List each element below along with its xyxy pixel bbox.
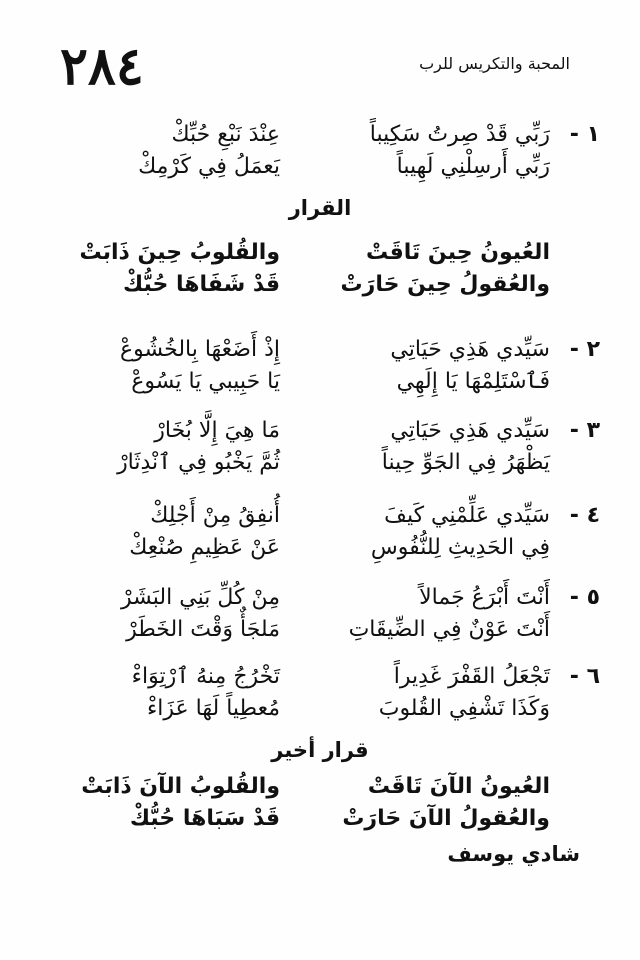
verse-number: ٦ -	[569, 664, 600, 689]
page-number: ٢٨٤	[60, 36, 144, 97]
verse-number: ١ -	[569, 122, 600, 147]
verse-1	[40, 122, 600, 186]
hemistich-second: إِذْ أَضَعْهَا بِالخُشُوعْ	[120, 337, 280, 362]
verse-line	[40, 154, 590, 186]
hemistich-first: تَجْعَلُ القَفْرَ غَدِيراً	[393, 664, 550, 689]
hemistich-second: يَا حَبِيبي يَا يَسُوعْ	[131, 369, 280, 394]
hemistich-second: قَدْ سَبَاهَا حُبُّكْ	[129, 806, 280, 831]
hemistich-second: والقُلوبُ الآنَ ذَابَتْ	[81, 774, 280, 799]
hemistich-first: والعُقولُ حِينَ حَارَتْ	[340, 272, 550, 297]
chorus-line	[40, 272, 590, 304]
hemistich-second: مَا هِيَ إِلَّا بُخَارْ	[154, 418, 280, 443]
verse-line	[40, 617, 590, 649]
hemistich-second: عِنْدَ نَبْعِ حُبِّكْ	[171, 122, 280, 147]
hemistich-first: سَيِّدي عَلِّمْنِي كَيفَ	[384, 503, 550, 528]
hemistich-first: العُيونُ حِينَ تَاقَتْ	[366, 240, 550, 265]
verse-2	[40, 337, 600, 401]
hemistich-first: فِي الحَدِيثِ لِلنُّفُوسِ	[370, 535, 550, 560]
verse-line	[40, 585, 600, 617]
hemistich-second: يَعمَلُ فِي كَرْمِكْ	[138, 154, 280, 179]
running-title: المحبة والتكريس للرب	[419, 54, 570, 73]
verse-line	[40, 503, 600, 535]
verse-number: ٥ -	[569, 585, 600, 610]
verse-number: ٤ -	[569, 503, 600, 528]
hemistich-second: ثُمَّ يَخْبُو فِي ٱنْدِثَارْ	[117, 450, 280, 475]
verse-5	[40, 585, 600, 649]
verse-line	[40, 369, 590, 401]
page-header	[60, 36, 570, 100]
chorus-line	[40, 774, 590, 806]
verse-4	[40, 503, 600, 567]
chorus-line	[40, 806, 590, 838]
verse-3	[40, 418, 600, 482]
hemistich-first: يَظْهَرُ فِي الجَوِّ حِيناً	[381, 450, 550, 475]
hemistich-second: عَنْ عَظِيمِ صُنْعِكْ	[129, 535, 280, 560]
hemistich-second: مِنْ كُلِّ بَنِي البَشَرْ	[121, 585, 280, 610]
verse-line	[40, 664, 600, 696]
hemistich-first: وَكَذَا تَشْفِي القُلوبَ	[378, 696, 550, 721]
hemistich-first: سَيِّدي هَذِي حَيَاتِي	[390, 337, 550, 362]
verse-6	[40, 664, 600, 728]
final-chorus-heading: قرار أخير	[271, 738, 369, 762]
chorus-line	[40, 240, 590, 272]
verse-line	[40, 696, 590, 728]
verse-number: ٢ -	[569, 337, 600, 362]
verse-number: ٣ -	[569, 418, 600, 443]
hemistich-first: العُيونُ الآنَ تَاقَتْ	[367, 774, 550, 799]
hemistich-first: سَيِّدي هَذِي حَيَاتِي	[390, 418, 550, 443]
hemistich-first: رَبِّي أَرسِلْنِي لَهِيباً	[396, 154, 550, 179]
hemistich-first: أَنْتَ أَبْرَعُ جَمالاً	[419, 585, 550, 610]
hemistich-second: والقُلوبُ حِينَ ذَابَتْ	[79, 240, 280, 265]
hemistich-second: مَلجَأٌ وَقْتَ الخَطَرْ	[126, 617, 280, 642]
hemistich-second: قَدْ شَفَاهَا حُبُّكْ	[123, 272, 280, 297]
hemistich-second: أُنفِقُ مِنْ أَجْلِكْ	[150, 503, 280, 528]
hemistich-first: فَٱسْتَلِمْهَا يَا إِلَهِي	[396, 369, 550, 394]
hemistich-first: رَبِّي قَدْ صِرتُ سَكِيباً	[369, 122, 550, 147]
verse-line	[40, 418, 600, 450]
final-chorus	[40, 774, 590, 838]
verse-line	[40, 337, 600, 369]
hemistich-second: مُعطِياً لَهَا عَزَاءْ	[146, 696, 280, 721]
hemistich-first: أَنْتَ عَوْنٌ فِي الضِّيقَاتِ	[348, 617, 550, 642]
verse-line	[40, 122, 600, 154]
verse-line	[40, 450, 590, 482]
hemistich-second: تَخْرُجُ مِنهُ ٱرْتِوَاءْ	[131, 664, 280, 689]
verse-line	[40, 535, 590, 567]
chorus-heading: القرار	[288, 196, 352, 220]
author-name: شادي يوسف	[447, 842, 580, 866]
chorus	[40, 240, 590, 304]
hemistich-first: والعُقولُ الآنَ حَارَتْ	[342, 806, 550, 831]
